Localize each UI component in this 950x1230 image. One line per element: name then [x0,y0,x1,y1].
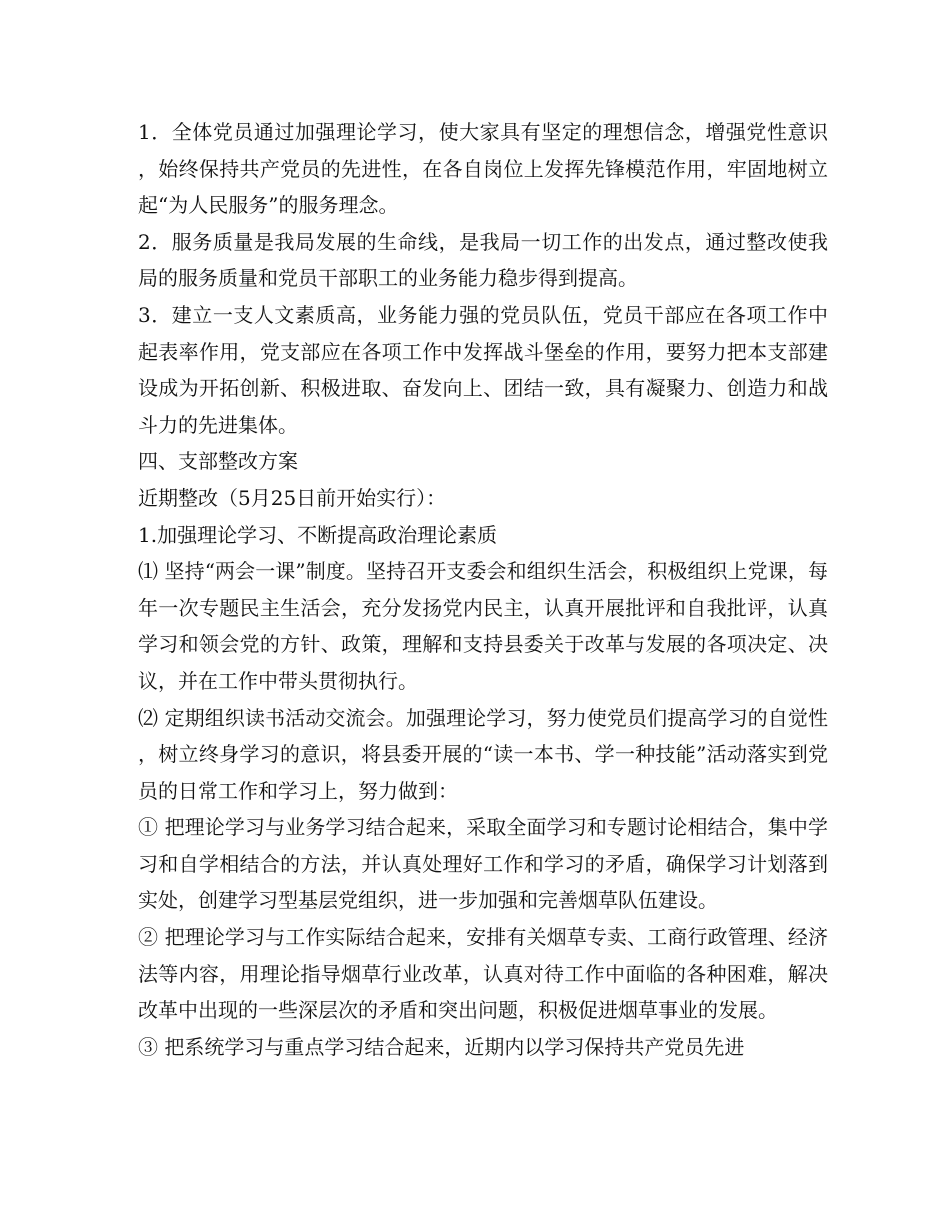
sub-item-2: ⑵ 定期组织读书活动交流会。加强理论学习，努力使党员们提高学习的自觉性，树立终身学习的意识，将县委开展的“读一本书、学一种技能”活动落实到党员的日常工作和学习上，努力做到： [138,705,828,803]
document-body [138,114,828,1065]
point-2: ② 把理论学习与工作实际结合起来，安排有关烟草专卖、工商行政管理、经济法等内容，用理论指导烟草行业改革，认真对待工作中面临的各种困难，解决改革中出现的一些深层次的矛盾和突出问题，积极促进烟草事业的发展。 [138,925,828,1023]
sub-item-1: ⑴ 坚持“两会一课”制度。坚持召开支委会和组织生活会，积极组织上党课，每年一次专题民主生活会，充分发扬党内民主，认真开展批评和自我批评，认真学习和领会党的方针、政策，理解和支持县委关于改革与发展的各项决定、决议，并在工作中带头贯彻执行。 [138,559,828,693]
point-3: ③ 把系统学习与重点学习结合起来，近期内以学习保持共产党员先进 [138,1034,745,1059]
goal-paragraph-1: 1．全体党员通过加强理论学习，使大家具有坚定的理想信念，增强党性意识，始终保持共产党员的先进性，在各自岗位上发挥先锋模范作用，牢固地树立起“为人民服务”的服务理念。 [138,120,828,218]
point-1: ① 把理论学习与业务学习结合起来，采取全面学习和专题讨论相结合，集中学习和自学相结合的方法，并认真处理好工作和学习的矛盾，确保学习计划落到实处，创建学习型基层党组织，进一步加强和完善烟草队伍建设。 [138,815,828,913]
subsection-heading: 近期整改（5月25日前开始实行）： [138,485,447,510]
goal-paragraph-3: 3．建立一支人文素质高，业务能力强的党员队伍，党员干部应在各项工作中起表率作用，党支部应在各项工作中发挥战斗堡垒的作用，要努力把本支部建设成为开拓创新、积极进取、奋发向上、团结一致，具有凝聚力、创造力和战斗力的先进集体。 [138,302,828,437]
goal-paragraph-2: 2．服务质量是我局发展的生命线，是我局一切工作的出发点，通过整改使我局的服务质量和党员干部职工的业务能力稳步得到提高。 [138,229,828,291]
item-heading: 1.加强理论学习、不断提高政治理论素质 [138,522,498,547]
section-heading: 四、支部整改方案 [138,449,298,474]
